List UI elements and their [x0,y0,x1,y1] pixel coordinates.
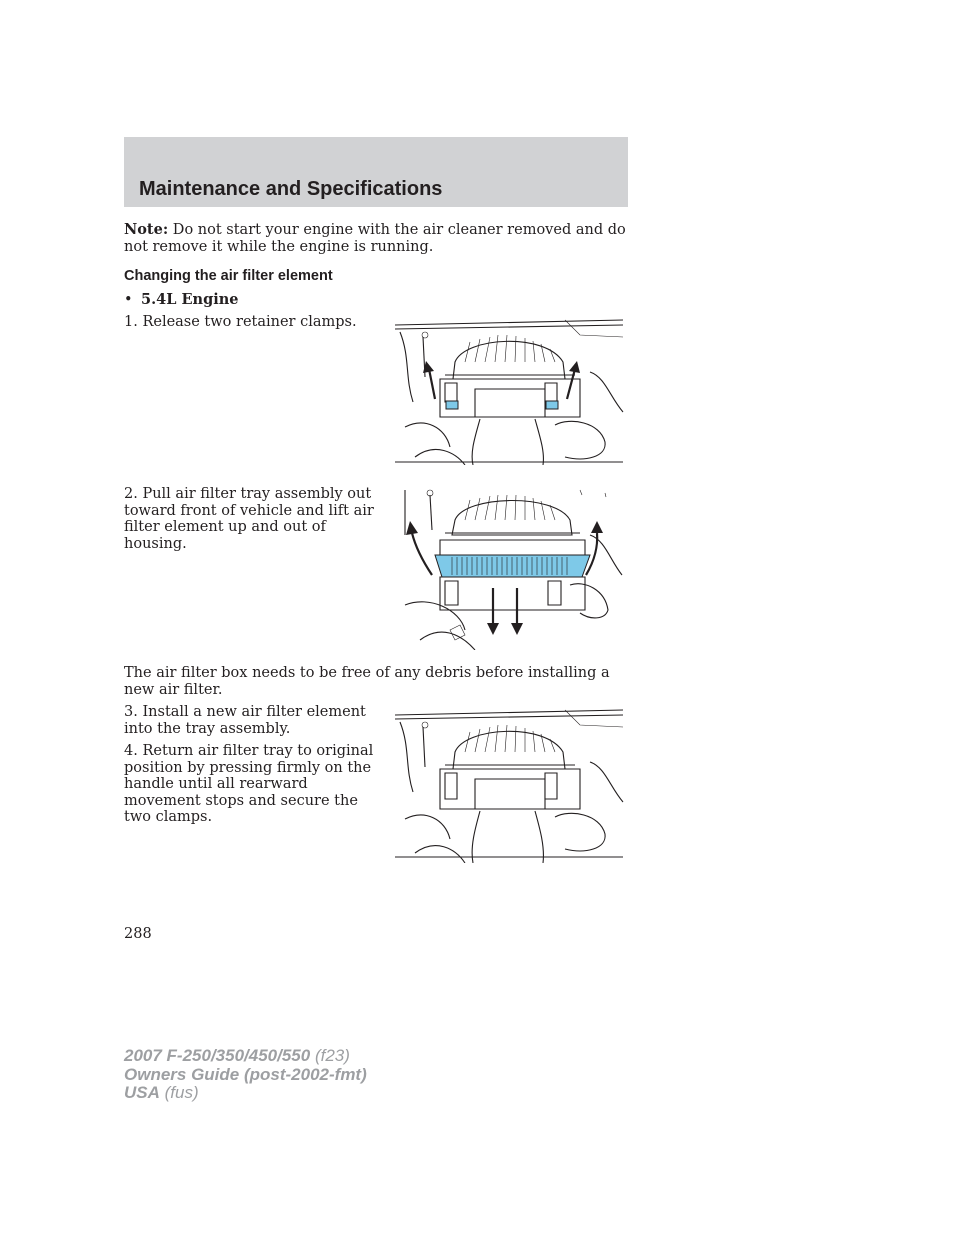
step-1: 1. Release two retainer clamps. [124,314,357,330]
footer-line-3: USA (fus) [124,1083,199,1102]
section-title: Maintenance and Specifications [139,178,443,200]
illustration-remove-filter [400,485,625,650]
illustration-release-clamps [395,317,625,465]
document-footer [124,1047,367,1103]
note-paragraph [124,222,628,255]
footer-line-1: 2007 F-250/350/450/550 (f23) [124,1046,350,1065]
bullet-marker: • [124,292,133,308]
page-number: 288 [124,926,152,942]
bullet-text: 5.4L Engine [141,291,239,308]
debris-paragraph: The air filter box needs to be free of any debris before installing a new air filter. [124,665,610,698]
step-2: 2. Pull air filter tray assembly out toward front of vehicle and lift air filter element up and out of housing. [124,486,374,552]
bullet-item [124,291,238,308]
subheading: Changing the air filter element [124,268,333,284]
illustration-reinstall-tray [395,707,625,863]
note-text: Do not start your engine with the air cleaner removed and do not remove it while the engine is running. [124,222,626,255]
step-4: 4. Return air filter tray to original position by pressing firmly on the handle until all rearward movement stops and secure the two clamps. [124,743,374,825]
footer-line-2: Owners Guide (post-2002-fmt) [124,1064,367,1084]
step-3: 3. Install a new air filter element into the tray assembly. [124,704,366,737]
note-label: Note: [124,221,169,238]
